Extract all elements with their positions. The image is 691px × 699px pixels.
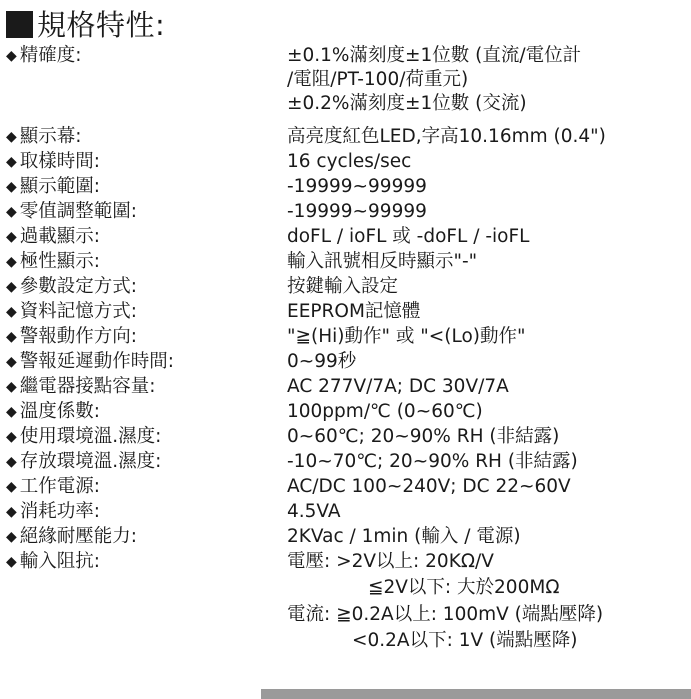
spec-label: ◆ 消耗功率:: [6, 501, 101, 522]
diamond-bullet-icon: ◆: [6, 129, 17, 145]
diamond-bullet-icon: ◆: [6, 229, 17, 245]
spec-label: ◆ 顯示幕:: [6, 126, 82, 147]
spec-row: [0, 629, 691, 653]
diamond-bullet-icon: ◆: [6, 279, 17, 295]
diamond-bullet-icon: ◆: [6, 454, 17, 470]
spec-row: [0, 450, 691, 474]
spec-label: ◆ 精確度:: [6, 45, 82, 66]
spec-row: [0, 175, 691, 199]
spec-row: [0, 300, 691, 324]
diamond-bullet-icon: ◆: [6, 304, 17, 320]
spec-value: 100ppm/℃ (0~60℃): [287, 401, 483, 422]
spec-value: ≦2V以下: 大於200MΩ: [368, 577, 560, 598]
spec-label: ◆ 警報延遲動作時間:: [6, 351, 175, 372]
diamond-bullet-icon: ◆: [6, 529, 17, 545]
spec-label: ◆ 顯示範圍:: [6, 176, 101, 197]
spec-value: -10~70℃; 20~90% RH (非結露): [287, 451, 578, 472]
spec-row: [0, 325, 691, 349]
spec-value: 16 cycles/sec: [287, 151, 412, 172]
spec-label: ◆ 零值調整範圍:: [6, 201, 138, 222]
spec-label: ◆ 使用環境溫.濕度:: [6, 426, 162, 447]
diamond-bullet-icon: ◆: [6, 379, 17, 395]
diamond-bullet-icon: ◆: [6, 429, 17, 445]
diamond-bullet-icon: ◆: [6, 254, 17, 270]
bottom-rule: [261, 689, 691, 699]
spec-row: [0, 576, 691, 600]
spec-row: [0, 250, 691, 274]
spec-value: EEPROM記憶體: [287, 301, 421, 322]
spec-value: AC/DC 100~240V; DC 22~60V: [287, 476, 571, 497]
spec-row: [0, 125, 691, 149]
spec-value: 2KVac / 1min (輸入 / 電源): [287, 526, 521, 547]
spec-row: [0, 375, 691, 399]
spec-row: [0, 603, 691, 627]
spec-value: 0~60℃; 20~90% RH (非結露): [287, 426, 560, 447]
spec-row: [0, 200, 691, 224]
spec-label: ◆ 存放環境溫.濕度:: [6, 451, 162, 472]
diamond-bullet-icon: ◆: [6, 479, 17, 495]
spec-value: 電流: ≧0.2A以上: 100mV (端點壓降): [287, 604, 604, 625]
section-title-text: 規格特性:: [37, 7, 166, 42]
diamond-bullet-icon: ◆: [6, 329, 17, 345]
spec-row: [0, 92, 691, 116]
spec-value: 高亮度紅色LED,字高10.16mm (0.4"): [287, 126, 606, 147]
spec-label: ◆ 極性顯示:: [6, 251, 101, 272]
spec-value: ±0.1%滿刻度±1位數 (直流/電位計: [287, 45, 582, 66]
square-bullet-icon: [6, 11, 33, 38]
spec-value: /電阻/PT-100/荷重元): [287, 69, 469, 90]
spec-row: [0, 225, 691, 249]
diamond-bullet-icon: ◆: [6, 179, 17, 195]
spec-row: [0, 400, 691, 424]
spec-value: 按鍵輸入設定: [287, 276, 399, 297]
spec-label: ◆ 參數設定方式:: [6, 276, 138, 297]
spec-row: [0, 150, 691, 174]
spec-value: ±0.2%滿刻度±1位數 (交流): [287, 93, 527, 114]
diamond-bullet-icon: ◆: [6, 204, 17, 220]
section-title: [6, 2, 165, 44]
spec-row: [0, 425, 691, 449]
spec-value: -19999~99999: [287, 176, 427, 197]
spec-row: [0, 500, 691, 524]
spec-label: ◆ 取樣時間:: [6, 151, 101, 172]
spec-row: [0, 475, 691, 499]
diamond-bullet-icon: ◆: [6, 404, 17, 420]
spec-label: ◆ 繼電器接點容量:: [6, 376, 156, 397]
spec-value: 輸入訊號相反時顯示"-": [287, 251, 478, 272]
spec-label: ◆ 輸入阻抗:: [6, 551, 101, 572]
spec-value: -19999~99999: [287, 201, 427, 222]
diamond-bullet-icon: ◆: [6, 504, 17, 520]
spec-row: [0, 350, 691, 374]
spec-value: doFL / ioFL 或 -doFL / -ioFL: [287, 226, 530, 247]
spec-value: 電壓: >2V以上: 20KΩ/V: [287, 551, 494, 572]
spec-row: [0, 68, 691, 92]
spec-label: ◆ 工作電源:: [6, 476, 101, 497]
spec-value: <0.2A以下: 1V (端點壓降): [352, 630, 578, 651]
spec-label: ◆ 過載顯示:: [6, 226, 101, 247]
diamond-bullet-icon: ◆: [6, 354, 17, 370]
spec-label: ◆ 警報動作方向:: [6, 326, 138, 347]
spec-value: AC 277V/7A; DC 30V/7A: [287, 376, 509, 397]
diamond-bullet-icon: ◆: [6, 154, 17, 170]
diamond-bullet-icon: ◆: [6, 48, 17, 64]
spec-value: 0~99秒: [287, 351, 357, 372]
spec-row: [0, 275, 691, 299]
spec-row: [0, 525, 691, 549]
spec-label: ◆ 絕緣耐壓能力:: [6, 526, 138, 547]
spec-value: 4.5VA: [287, 501, 341, 522]
spec-row: [0, 44, 691, 68]
diamond-bullet-icon: ◆: [6, 554, 17, 570]
spec-label: ◆ 資料記憶方式:: [6, 301, 138, 322]
spec-value: "≧(Hi)動作" 或 "<(Lo)動作": [287, 326, 526, 347]
spec-label: ◆ 溫度係數:: [6, 401, 101, 422]
spec-row: [0, 550, 691, 574]
